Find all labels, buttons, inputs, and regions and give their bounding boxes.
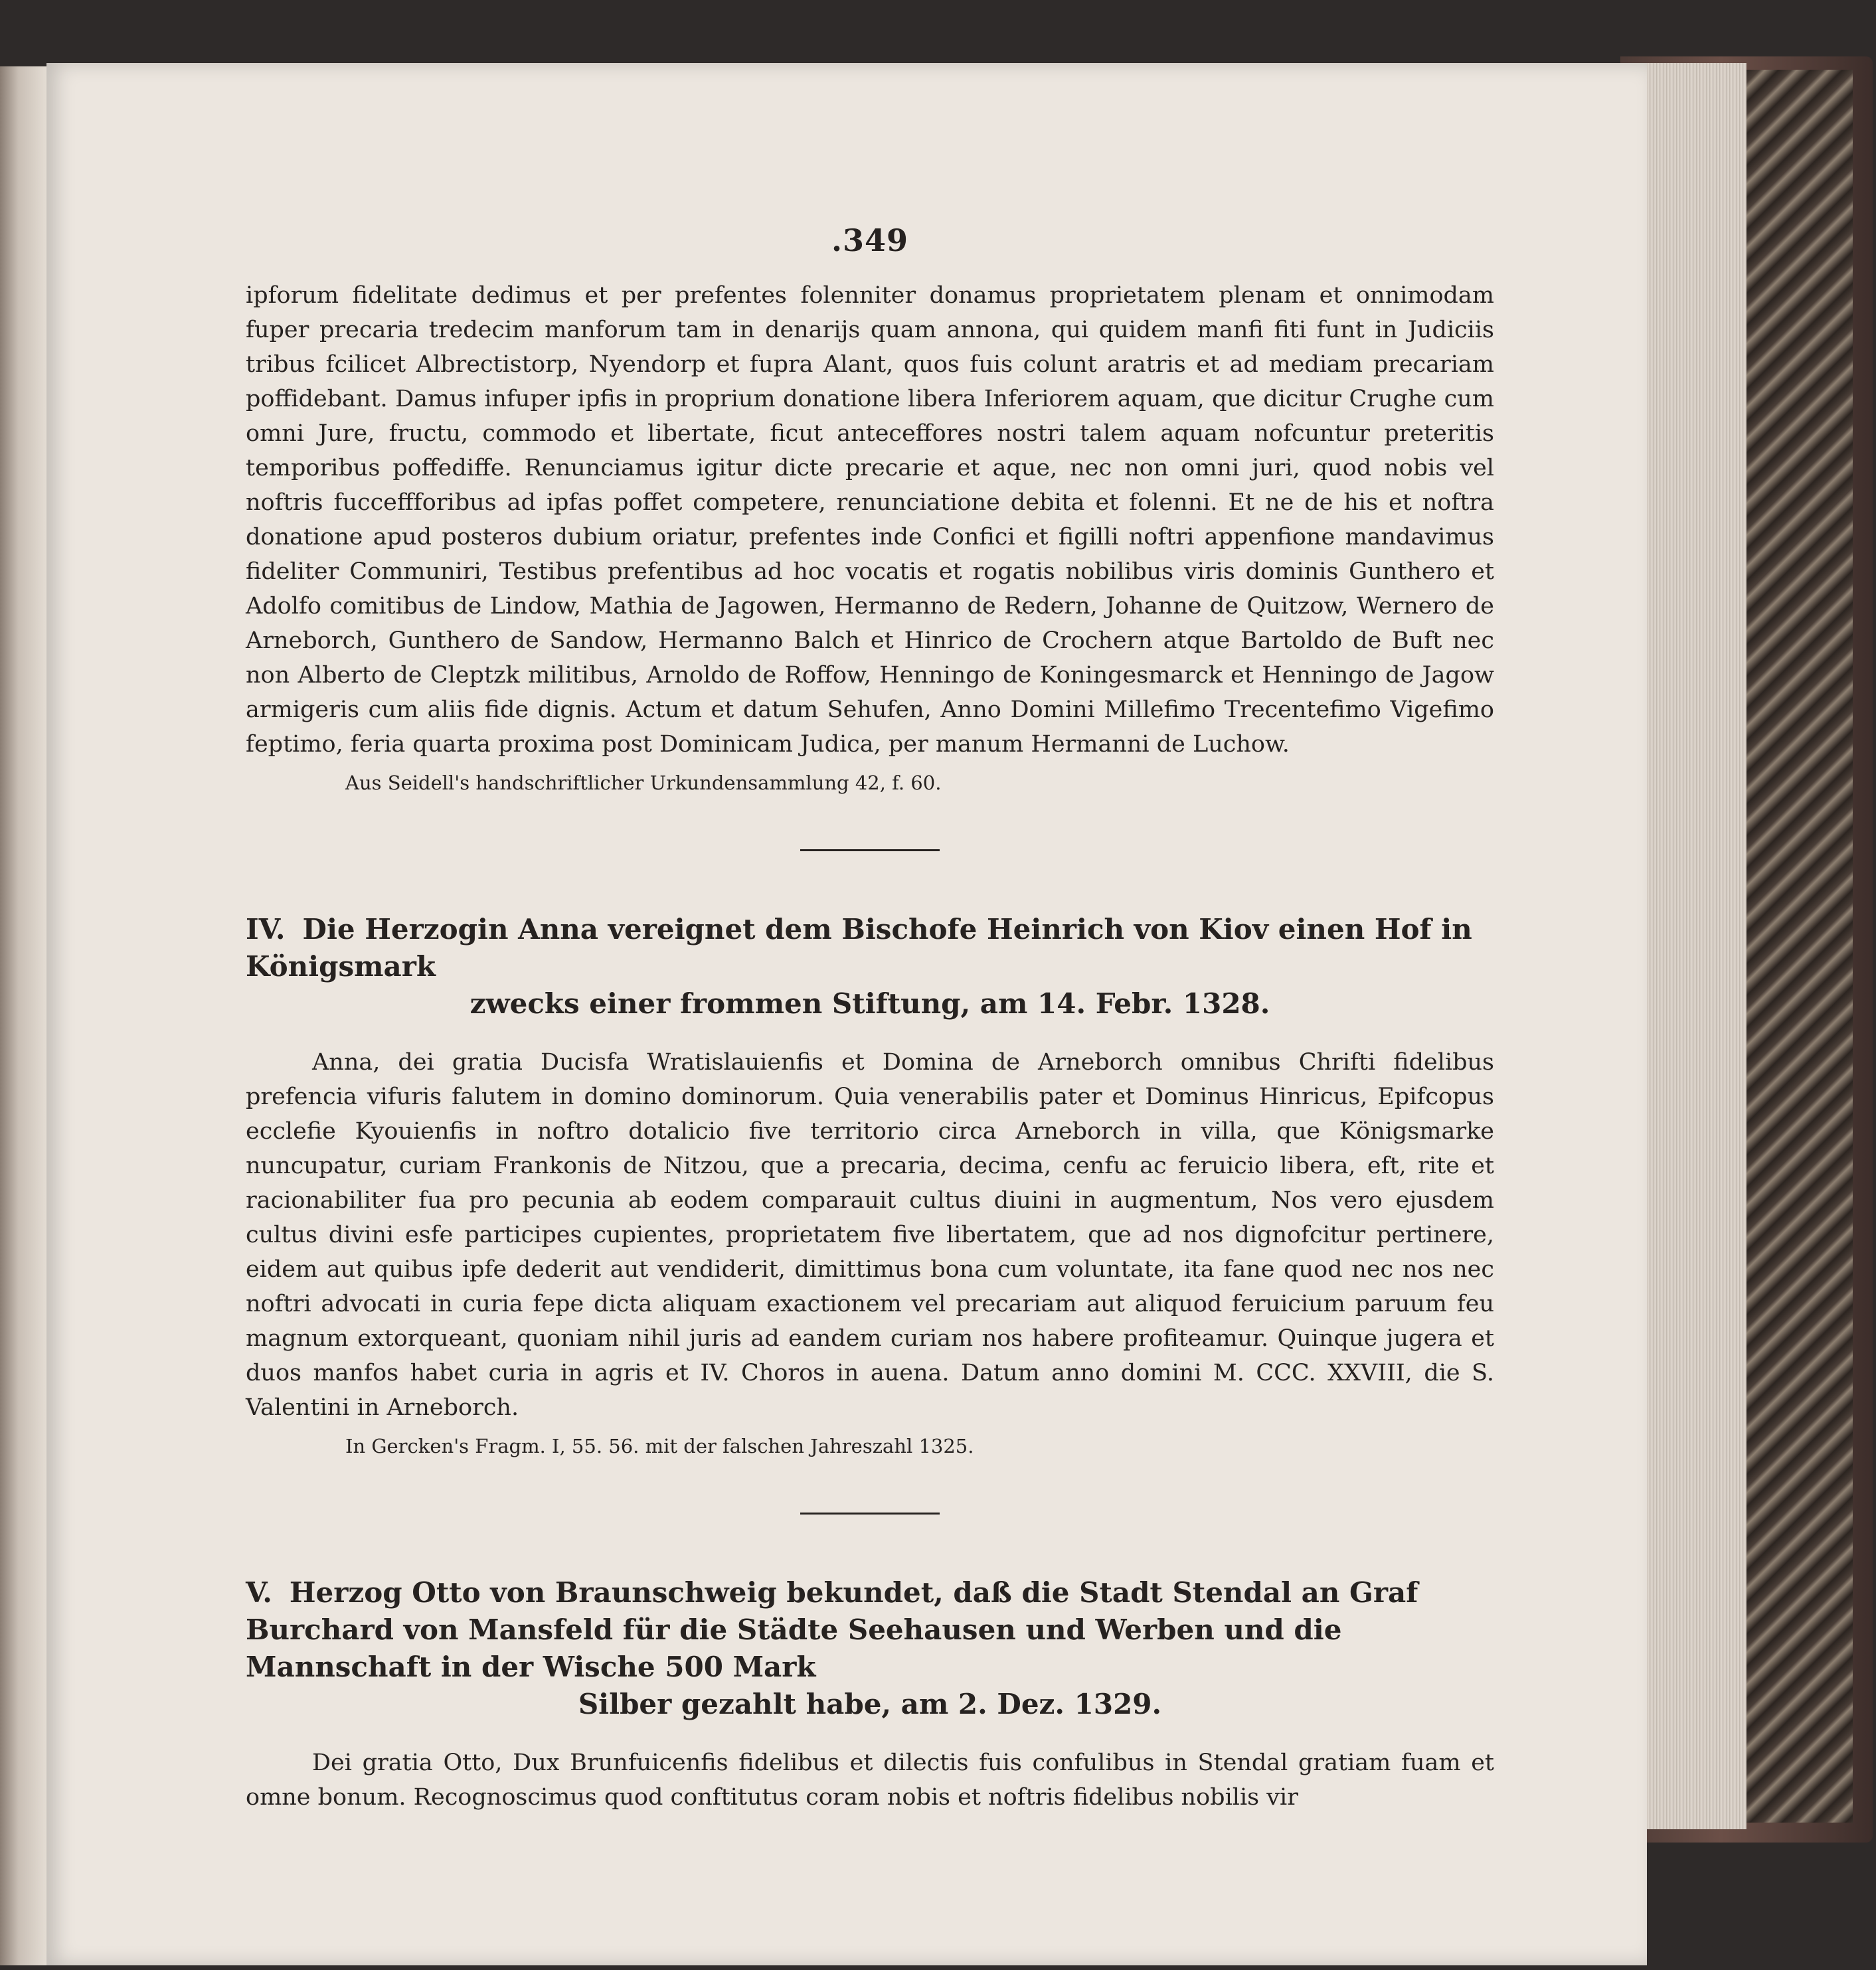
- section-title-line1: Die Herzogin Anna vereignet dem Bischofe Heinrich von Kiov einen Hof in Königsmark: [246, 913, 1472, 983]
- document-text-v: Dei gratia Otto, Dux Brunfuicenfis fidelibus et dilectis fuis confulibus in Stendal gratiam fuam et omne bonum. Recognoscimus quod conftitutus coram nobis et noftris fidelibus nobilis vir: [246, 1750, 1494, 1811]
- page-content: [246, 222, 1494, 1815]
- book-page: [46, 63, 1647, 1965]
- left-page-edge: [0, 66, 46, 1965]
- source-note-iv: In Gercken's Fragm. I, 55. 56. mit der falschen Jahreszahl 1325.: [345, 1435, 974, 1457]
- section-heading-iv: [246, 911, 1494, 1023]
- section-number: IV.: [246, 913, 286, 945]
- source-note-1: Aus Seidell's handschriftlicher Urkundensammlung 42, f. 60.: [345, 772, 942, 794]
- page-number: .349: [831, 222, 909, 258]
- section-heading-v: [246, 1574, 1494, 1723]
- section-title-line2: Silber gezahlt habe, am 2. Dez. 1329.: [578, 1688, 1162, 1720]
- page-edges: [1640, 63, 1747, 1829]
- section-divider: [800, 1513, 940, 1515]
- document-text-1: ipforum fidelitate dedimus et per prefentes folenniter donamus proprietatem plenam et onnimodam fuper precaria tredecim manforum tam in denarijs quam annona, qui quidem manfi fiti funt in Judiciis tribus fcilicet Albrectistorp, Nyendorp et fupra Alant, quos fuis colunt aratris et ad mediam precariam poffidebant. Damus infuper ipfis in proprium donatione libera Inferiorem aquam, que dicitur Crughe cum omni Jure, fructu, commodo et libertate, ficut anteceffores nostri talem aquam nofcuntur preteritis temporibus poffediffe. Renunciamus igitur dicte precarie et aque, nec non omni juri, quod nobis vel noftris fucceffforibus ad ipfas poffet competere, renunciatione debita et folenni. Et ne de his et noftra donatione apud posteros dubium oriatur, prefentes inde Confici et figilli noftri appenfione mandavimus fideliter Communiri, Testibus prefentibus ad hoc vocatis et rogatis nobilibus viris dominis Gunthero et Adolfo comitibus de Lindow, Mathia de Jagowen, Hermanno de Redern, Johanne de Quitzow, Wernero de Arneborch, Gunthero de Sandow, Hermanno Balch et Hinrico de Crochern atque Bartoldo de Buft nec non Alberto de Cleptzk militibus, Arnoldo de Roffow, Henningo de Koningesmarck et Henningo de Jagow armigeris cum aliis fide dignis. Actum et datum Sehufen, Anno Domini Millefimo Trecentefimo Vigefimo feptimo, feria quarta proxima post Dominicam Judica, per manum Hermanni de Luchow.: [246, 282, 1494, 758]
- document-text-iv: Anna, dei gratia Ducisfa Wratislauienfis et Domina de Arneborch omnibus Chrifti fidelibus prefencia vifuris falutem in domino dominorum. Quia venerabilis pater et Dominus Hinricus, Epifcopus ecclefie Kyouienfis in noftro dotalicio five territorio circa Arneborch in villa, que Königsmarke nuncupatur, curiam Frankonis de Nitzou, que a precaria, decima, cenfu ac feruicio libera, eft, rite et racionabiliter fua pro pecunia ab eodem comparauit cultus diuini in augmentum, Nos vero ejusdem cultus divini esfe participes cupientes, proprietatem five libertatem, que ad nos dignofcitur pertinere, eidem aut quibus ipfe dederit aut vendiderit, dimittimus bona cum voluntate, ita fane quod nec nos nec noftri advocati in curia fepe dicta aliquam exactionem vel precariam aut aliquod feruicium paruum feu magnum extorqueant, quoniam nihil juris ad eandem curiam nos habere profiteamur. Quinque jugera et duos manfos habet curia in agris et IV. Choros in auena. Datum anno domini M. CCC. XXVIII, die S. Valentini in Arneborch.: [246, 1049, 1494, 1421]
- section-number: V.: [246, 1576, 272, 1609]
- section-title-line2: zwecks einer frommen Stiftung, am 14. Febr. 1328.: [469, 987, 1270, 1020]
- marbled-endpaper: [1747, 70, 1853, 1823]
- section-divider: [800, 849, 940, 851]
- section-title-line1: Herzog Otto von Braunschweig bekundet, daß die Stadt Stendal an Graf Burchard von Mansfeld für die Städte Seehausen und Werben und die Mannschaft in der Wische 500 Mark: [246, 1576, 1418, 1683]
